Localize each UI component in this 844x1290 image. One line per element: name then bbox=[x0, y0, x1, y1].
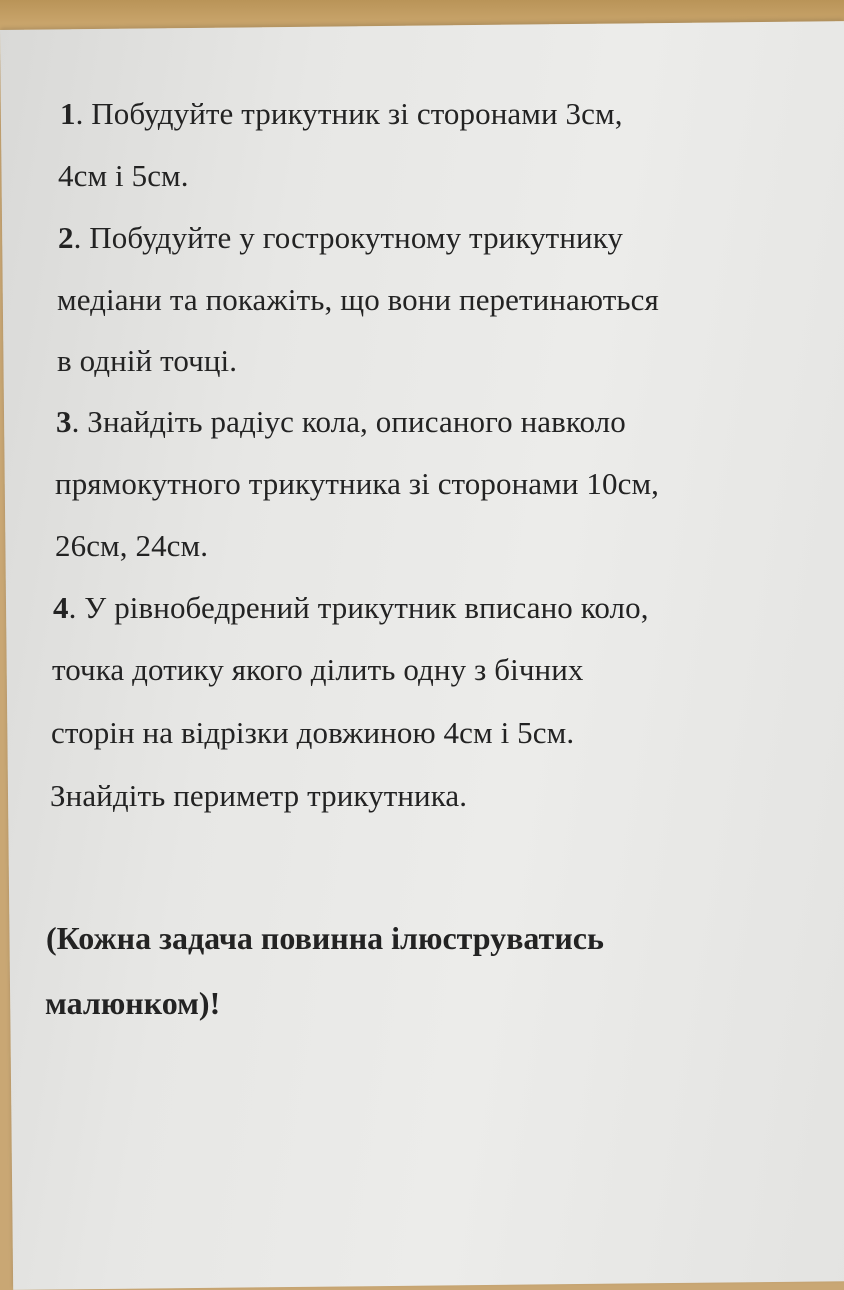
note-line-2: малюнком)! bbox=[45, 985, 221, 1021]
note-line-1: (Кожна задача повинна ілюструватись bbox=[46, 920, 604, 956]
task-2-line-3: в одній точці. bbox=[57, 343, 238, 378]
task-3-number: 3 bbox=[56, 404, 72, 439]
task-2-line-1: 2. Побудуйте у гострокутному трикутнику bbox=[58, 220, 624, 255]
task-3-line-3: 26см, 24см. bbox=[55, 528, 209, 563]
task-1-number: 1 bbox=[60, 96, 76, 131]
task-1-line-2: 4см і 5см. bbox=[58, 158, 189, 193]
task-3-line-1: 3. Знайдіть радіус кола, описаного навколо bbox=[56, 404, 626, 439]
task-3-line-2: прямокутного трикутника зі сторонами 10см, bbox=[55, 466, 660, 501]
task-2-number: 2 bbox=[58, 220, 74, 255]
task-4-line-4: Знайдіть периметр трикутника. bbox=[50, 778, 468, 813]
task-4-line-2: точка дотику якого ділить одну з бічних bbox=[52, 652, 584, 687]
task-2-line-2: медіани та покажіть, що вони перетинаються bbox=[57, 282, 659, 317]
task-4-line-3: сторін на відрізки довжиною 4см і 5см. bbox=[51, 715, 575, 750]
task-1-line-1: 1. Побудуйте трикутник зі сторонами 3см, bbox=[60, 96, 623, 131]
task-4-line-1: 4. У рівнобедрений трикутник вписано коло, bbox=[53, 590, 649, 625]
task-4-number: 4 bbox=[53, 590, 69, 625]
